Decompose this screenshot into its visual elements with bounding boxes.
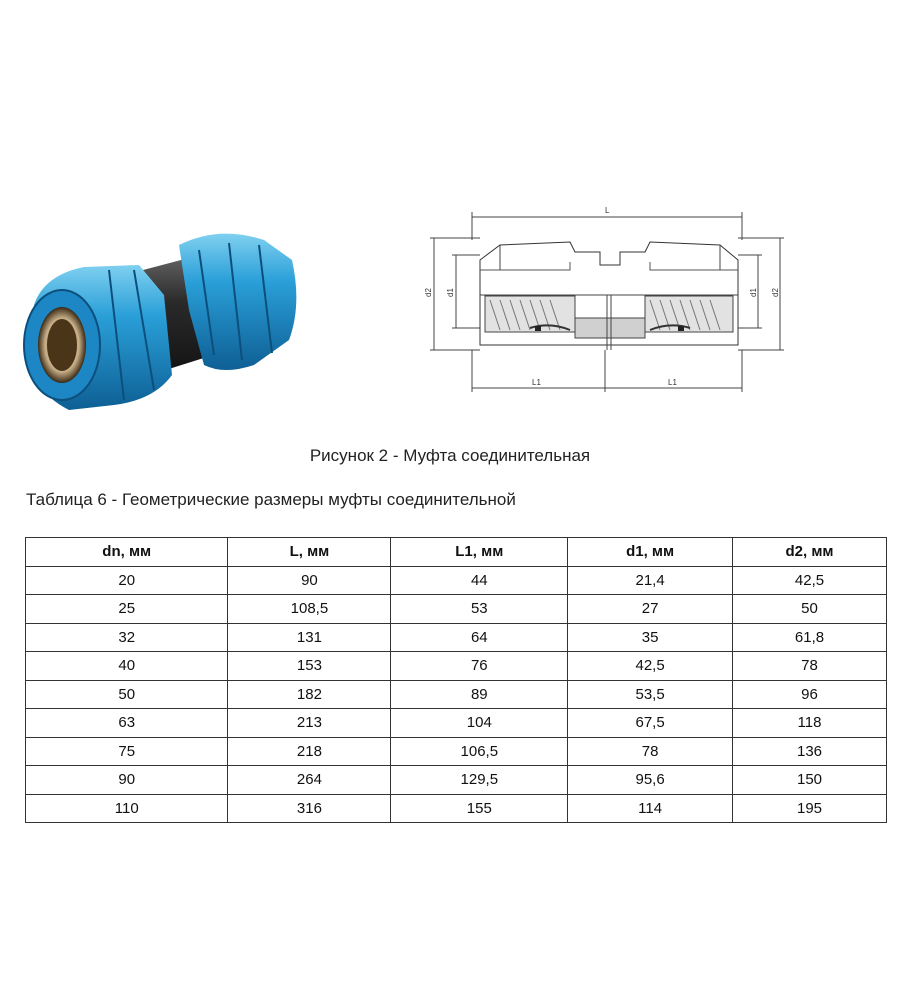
- table-cell: 131: [228, 623, 391, 652]
- dim-label-L1-left: L1: [532, 378, 541, 387]
- table-row: [26, 766, 887, 795]
- table-header-row: [26, 538, 887, 567]
- table-cell: 104: [391, 709, 568, 738]
- table-cell: 35: [568, 623, 733, 652]
- table-cell: 150: [733, 766, 887, 795]
- table-row: [26, 566, 887, 595]
- coupling-photo: [14, 215, 304, 425]
- table-cell: 40: [26, 652, 228, 681]
- table-cell: 61,8: [733, 623, 887, 652]
- table-cell: 96: [733, 680, 887, 709]
- table-cell: 90: [26, 766, 228, 795]
- table-cell: 75: [26, 737, 228, 766]
- column-header: d1, мм: [568, 538, 733, 567]
- table-cell: 20: [26, 566, 228, 595]
- table-cell: 42,5: [733, 566, 887, 595]
- table-cell: 213: [228, 709, 391, 738]
- table-cell: 90: [228, 566, 391, 595]
- table-cell: 218: [228, 737, 391, 766]
- dim-label-L: L: [605, 206, 610, 215]
- table-cell: 50: [26, 680, 228, 709]
- table-cell: 110: [26, 794, 228, 823]
- table-cell: 76: [391, 652, 568, 681]
- table-row: [26, 709, 887, 738]
- table-cell: 316: [228, 794, 391, 823]
- table-row: [26, 652, 887, 681]
- table-cell: 114: [568, 794, 733, 823]
- dim-label-d2-right: d2: [771, 288, 780, 297]
- column-header: dn, мм: [26, 538, 228, 567]
- table-cell: 153: [228, 652, 391, 681]
- table-cell: 264: [228, 766, 391, 795]
- table-cell: 89: [391, 680, 568, 709]
- dim-label-d1-right: d1: [749, 288, 758, 297]
- table-cell: 118: [733, 709, 887, 738]
- coupling-section-drawing: [420, 200, 800, 400]
- dim-label-L1-right: L1: [668, 378, 677, 387]
- table-row: [26, 595, 887, 624]
- table-cell: 129,5: [391, 766, 568, 795]
- table-row: [26, 794, 887, 823]
- table-cell: 50: [733, 595, 887, 624]
- table-cell: 108,5: [228, 595, 391, 624]
- dim-label-d2-left: d2: [424, 288, 433, 297]
- table-row: [26, 680, 887, 709]
- table-cell: 78: [733, 652, 887, 681]
- technical-drawing: [420, 200, 800, 400]
- table-cell: 136: [733, 737, 887, 766]
- table-cell: 95,6: [568, 766, 733, 795]
- table-cell: 21,4: [568, 566, 733, 595]
- coupling-illustration: [14, 215, 304, 425]
- table-title: Таблица 6 - Геометрические размеры муфты соединительной: [26, 490, 516, 509]
- dimensions-table: [25, 537, 887, 823]
- column-header: L, мм: [228, 538, 391, 567]
- table-cell: 42,5: [568, 652, 733, 681]
- table-cell: 44: [391, 566, 568, 595]
- table-cell: 182: [228, 680, 391, 709]
- table-cell: 25: [26, 595, 228, 624]
- table-cell: 78: [568, 737, 733, 766]
- column-header: d2, мм: [733, 538, 887, 567]
- figure-caption: Рисунок 2 - Муфта соединительная: [309, 446, 591, 465]
- table-cell: 106,5: [391, 737, 568, 766]
- table-cell: 32: [26, 623, 228, 652]
- column-header: L1, мм: [391, 538, 568, 567]
- table-cell: 67,5: [568, 709, 733, 738]
- table-cell: 63: [26, 709, 228, 738]
- table-cell: 195: [733, 794, 887, 823]
- table-cell: 27: [568, 595, 733, 624]
- table-cell: 53,5: [568, 680, 733, 709]
- table-cell: 53: [391, 595, 568, 624]
- table-row: [26, 737, 887, 766]
- dim-label-d1-left: d1: [446, 288, 455, 297]
- table-cell: 64: [391, 623, 568, 652]
- table-cell: 155: [391, 794, 568, 823]
- table-row: [26, 623, 887, 652]
